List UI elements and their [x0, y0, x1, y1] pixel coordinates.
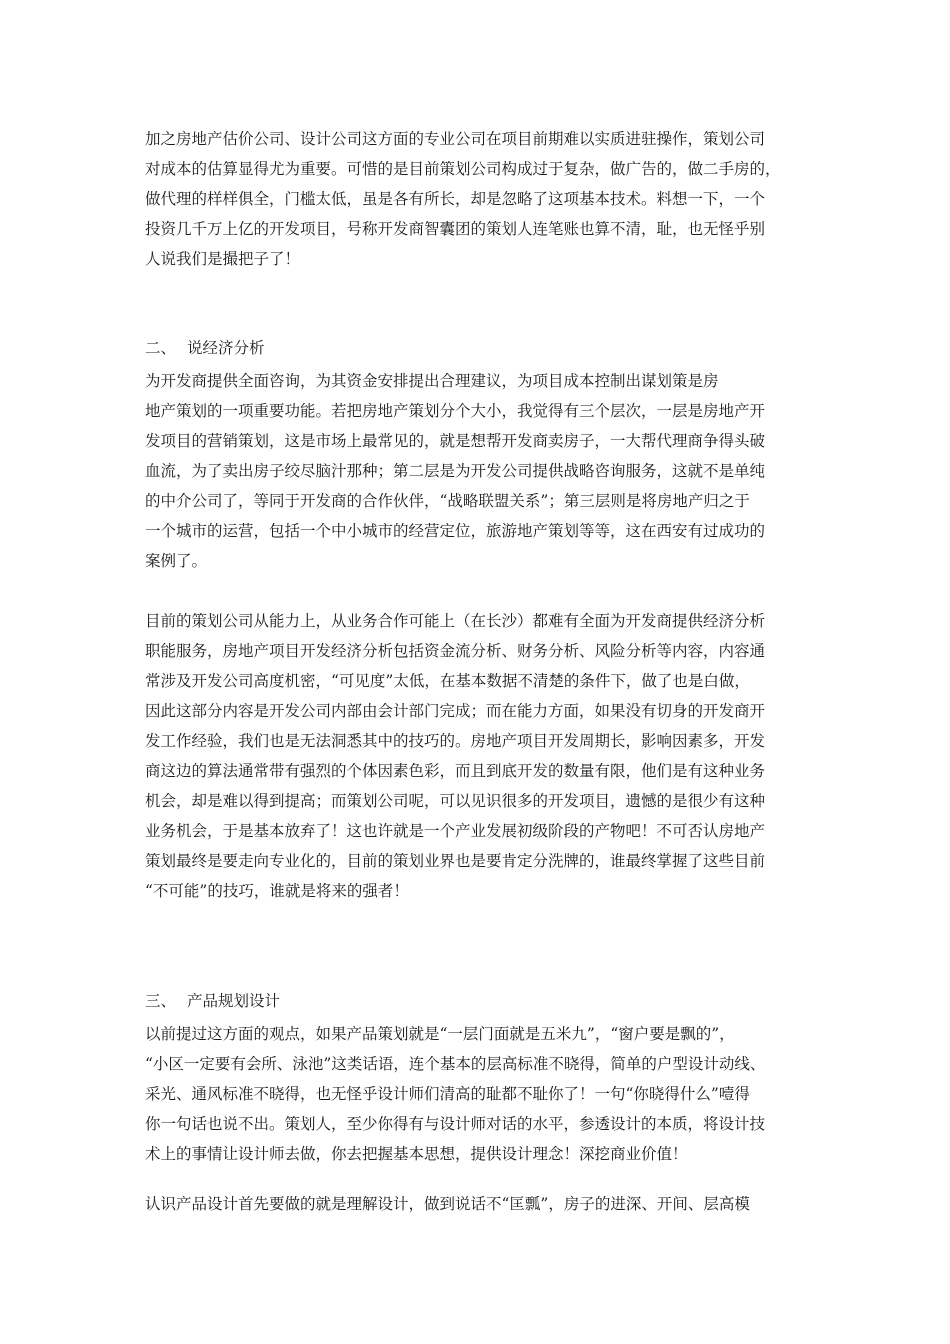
- text-line: “小区一定要有会所、泳池”这类话语，连个基本的层高标准不晓得，简单的户型设计动线、: [145, 1055, 766, 1073]
- text-line: 发项目的营销策划，这是市场上最常见的，就是想帮开发商卖房子，一大帮代理商争得头破: [145, 432, 766, 450]
- text-line: 常涉及开发公司高度机密，“可见度”太低，在基本数据不清楚的条件下，做了也是白做，: [145, 672, 750, 690]
- text-line: 策划最终是要走向专业化的，目前的策划业界也是要肯定分洗牌的，谁最终掌握了这些目前: [145, 852, 766, 870]
- paragraph-current-capability: [145, 606, 810, 906]
- text-line: 血流，为了卖出房子绞尽脑汁那种；第二层是为开发公司提供战略咨询服务，这就不是单纯: [145, 462, 766, 480]
- paragraph-product-planning: [145, 1019, 810, 1169]
- text-line: 发工作经验，我们也是无法洞悉其中的技巧的。房地产项目开发周期长，影响因素多，开发: [145, 732, 766, 750]
- text-line: 对成本的估算显得尤为重要。可惜的是目前策划公司构成过于复杂，做广告的，做二手房的，: [145, 160, 781, 178]
- section-title: 产品规划设计: [187, 992, 281, 1010]
- section-number: 二、: [145, 339, 177, 357]
- text-line: 一个城市的运营，包括一个中小城市的经营定位，旅游地产策划等等，这在西安有过成功的: [145, 522, 766, 540]
- paragraph-planning-levels: [145, 366, 810, 576]
- text-line: 投资几千万上亿的开发项目，号称开发商智囊团的策划人连笔账也算不清，耻，也无怪乎别: [145, 220, 766, 238]
- text-line: 采光、通风标准不晓得，也无怪乎设计师们清高的耻都不耻你了！一句“你晓得什么”噎得: [145, 1085, 750, 1103]
- text-line: “不可能”的技巧，谁就是将来的强者！: [145, 882, 409, 900]
- text-line: 术上的事情让设计师去做，你去把握基本思想，提供设计理念！深挖商业价值！: [145, 1145, 688, 1163]
- section-title: 说经济分析: [187, 339, 265, 357]
- text-line: 业务机会，于是基本放弃了！这也许就是一个产业发展初级阶段的产物吧！不可否认房地产: [145, 822, 766, 840]
- text-line: 地产策划的一项重要功能。若把房地产策划分个大小，我觉得有三个层次，一层是房地产开: [145, 402, 766, 420]
- text-line: 职能服务，房地产项目开发经济分析包括资金流分析、财务分析、风险分析等内容，内容通: [145, 642, 766, 660]
- section-heading-economic-analysis: [145, 333, 265, 363]
- text-line: 加之房地产估价公司、设计公司这方面的专业公司在项目前期难以实质进驻操作，策划公司: [145, 130, 766, 148]
- text-line: 你一句话也说不出。策划人，至少你得有与设计师对话的水平，参透设计的本质，将设计技: [145, 1115, 766, 1133]
- text-line: 案例了。: [145, 552, 208, 570]
- paragraph-understand-design: [145, 1189, 810, 1219]
- text-line: 做代理的样样俱全，门槛太低，虽是各有所长，却是忽略了这项基本技术。料想一下，一个: [145, 190, 766, 208]
- text-line: 以前提过这方面的观点，如果产品策划就是“一层门面就是五米九”，“窗户要是飘的”，: [145, 1025, 735, 1043]
- text-line: 商这边的算法通常带有强烈的个体因素色彩，而且到底开发的数量有限，他们是有这种业务: [145, 762, 766, 780]
- text-line: 认识产品设计首先要做的就是理解设计，做到说话不“匡瓢”，房子的进深、开间、层高模: [145, 1195, 750, 1213]
- text-line: 因此这部分内容是开发公司内部由会计部门完成；而在能力方面，如果没有切身的开发商开: [145, 702, 766, 720]
- text-line: 为开发商提供全面咨询，为其资金安排提出合理建议，为项目成本控制出谋划策是房: [145, 372, 719, 390]
- text-line: 的中介公司了，等同于开发商的合作伙伴，“战略联盟关系”；第三层则是将房地产归之于: [145, 492, 750, 510]
- text-line: 目前的策划公司从能力上，从业务合作可能上（在长沙）都难有全面为开发商提供经济分析: [145, 612, 766, 630]
- text-line: 人说我们是撮把子了！: [145, 250, 301, 268]
- paragraph-cost-estimation: [145, 124, 810, 274]
- section-number: 三、: [145, 992, 177, 1010]
- text-line: 机会，却是难以得到提高；而策划公司呢，可以见识很多的开发项目，遗憾的是很少有这种: [145, 792, 766, 810]
- section-heading-product-design: [145, 986, 280, 1016]
